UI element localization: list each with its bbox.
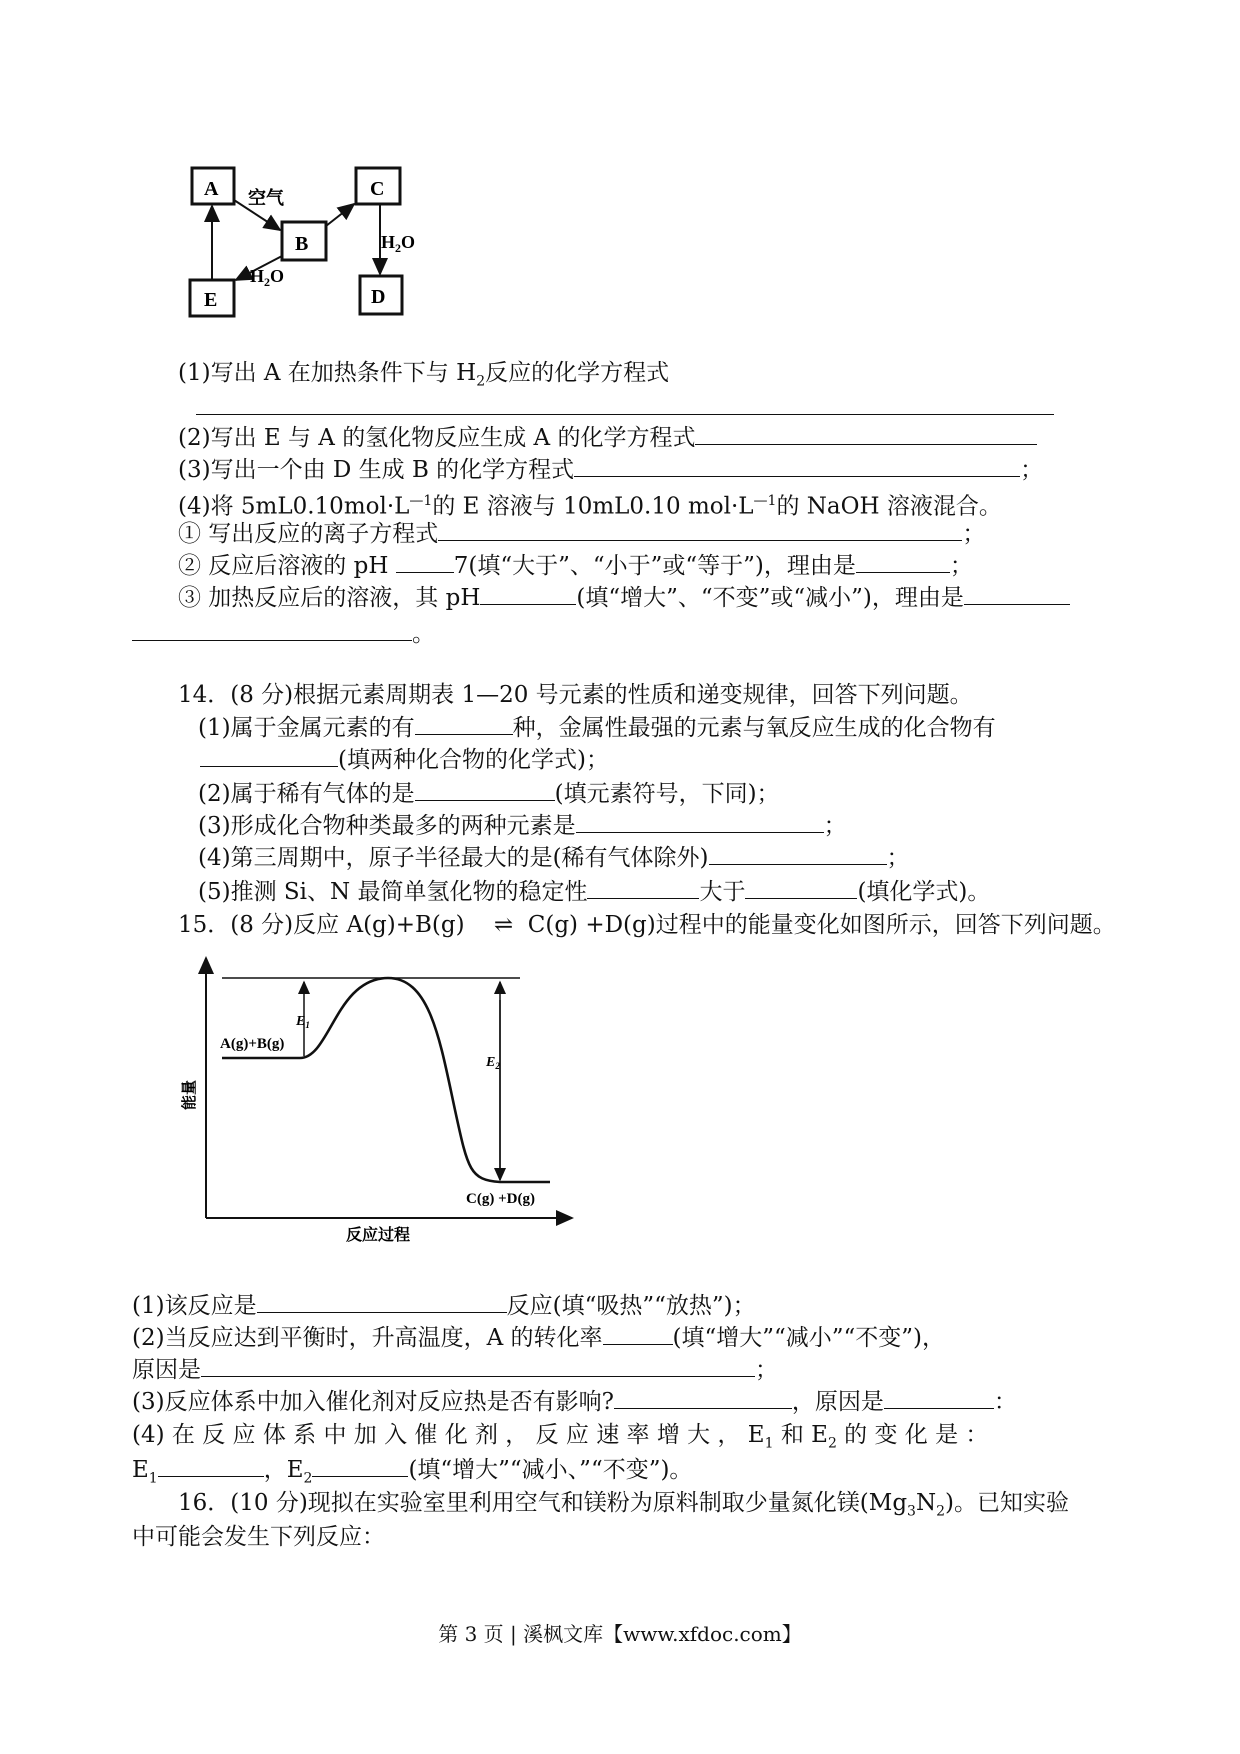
q15-part4: (4) 在 反 应 体 系 中 加 入 催 化 剂 ， 反 应 速 率 增 大 ， $E_1$ 和 $E_2$ 的 变 化 是 ：: [132, 1422, 989, 1452]
q14-part1: (1)属于金属元素的有 种，金属性最强的元素与氧反应生成的化合物有: [198, 712, 996, 743]
reactants-label: A(g)+B(g): [220, 1036, 285, 1052]
q15-e1-change-blank[interactable]: [158, 1454, 264, 1477]
q16-line1: 16．(10 分)现拟在实验室里利用空气和镁粉为原料制取少量氮化镁$(Mg_3N_2)$。已知实验: [178, 1490, 1069, 1520]
y-axis-label: 能量: [182, 1079, 198, 1110]
q13-part4-sub2: ② 反应后溶液的 pH 7(填“大于”、“小于”或“等于”)，理由是 ；: [178, 550, 973, 581]
q15-reason-blank[interactable]: [201, 1354, 755, 1377]
q13-part2-blank[interactable]: [695, 422, 1037, 445]
q14-part5: (5)推测 Si、N 最简单氢化物的稳定性 大于 (填化学式)。: [198, 876, 990, 907]
q15-title: 15．(8 分)反应 A(g)+B(g) ⇌ C(g) +D(g)过程中的能量变化如图所示，回答下列问题。: [178, 912, 1116, 938]
q14-part3: (3)形成化合物种类最多的两种元素是 ；: [198, 810, 847, 841]
q13-part4-sub3: ③ 加热反应后的溶液，其 pH (填“增大”、“不变”或“减小”)，理由是: [178, 582, 1070, 613]
box-d-label: D: [371, 286, 386, 308]
equilibrium-arrow: ⇌: [493, 912, 514, 938]
q13-part1: (1)写出 A 在加热条件下与 $H_2$反应的化学方程式: [178, 360, 670, 390]
q15-reaction-type-blank[interactable]: [257, 1290, 507, 1313]
q13-part4-sub1: ① 写出反应的离子方程式 ；: [178, 518, 985, 549]
label-air: 空气: [248, 188, 284, 208]
q16-line2: 中可能会发生下列反应：: [132, 1524, 385, 1550]
q15-e2-change-blank[interactable]: [312, 1454, 408, 1477]
box-c-label: C: [370, 178, 385, 200]
q14-part4: (4)第三周期中，原子半径最大的是(稀有气体除外) ；: [198, 842, 910, 873]
box-a-label: A: [204, 178, 219, 200]
label-h2o-right: $H_2O$: [381, 232, 416, 255]
q15-catalyst-effect-blank[interactable]: [614, 1386, 792, 1409]
box-e-label: E: [204, 289, 218, 311]
page-footer: 第 3 页 | 溪枫文库【www.xfdoc.com】: [438, 1622, 802, 1646]
q14-title: 14．(8 分)根据元素周期表 1—20 号元素的性质和递变规律，回答下列问题。: [178, 682, 973, 708]
q14-part1-cont: (填两种化合物的化学式)；: [200, 744, 609, 775]
q13-part2: (2)写出 E 与 A 的氢化物反应生成 A 的化学方程式: [178, 422, 1037, 453]
q15-part4-cont: $E_1$ ，$E_2$ (填“增大”“减小、”“不变”)。: [132, 1454, 692, 1494]
q13-heat-reason-blank[interactable]: [964, 582, 1070, 605]
q15-part1: (1)该反应是 反应(填“吸热”“放热”)；: [132, 1290, 756, 1321]
q15-part3: (3)反应体系中加入催化剂对反应热是否有影响? ，原因是 ：: [132, 1386, 1017, 1417]
q14-stability-blank-2[interactable]: [745, 876, 857, 899]
products-label: C(g) +D(g): [466, 1191, 535, 1207]
box-b-label: B: [295, 233, 309, 255]
q14-radius-blank[interactable]: [709, 842, 887, 865]
q13-part4: (4)将 $5mL0.10mol\cdot L^{—1}$的 E 溶液与 10mL0.10 $mol\cdot L^{—1}$的 NaOH 溶液混合。: [178, 493, 1002, 520]
q15-part2-reason: 原因是 ；: [132, 1354, 778, 1385]
q13-part3-blank[interactable]: [574, 454, 1020, 477]
e2-label: $E_2$: [486, 1055, 500, 1071]
q15-conversion-blank[interactable]: [603, 1322, 673, 1345]
energy-diagram: [0, 0, 620, 1260]
q13-ph-reason-blank[interactable]: [856, 550, 950, 573]
e1-label: $E_1$: [296, 1014, 310, 1030]
label-h2o-left: $H_2O$: [250, 266, 285, 289]
q13-part4-sub3-cont: 。: [132, 618, 435, 649]
q13-part3: (3)写出一个由 D 生成 B 的化学方程式 ；: [178, 454, 1043, 485]
q15-part2: (2)当反应达到平衡时，升高温度，A 的转化率 (填“增大”“减小”“不变”)，: [132, 1322, 945, 1353]
energy-curve: [222, 978, 550, 1182]
q15-catalyst-reason-blank[interactable]: [884, 1386, 994, 1409]
q14-part2: (2)属于稀有气体的是 (填元素符号，下同)；: [198, 778, 780, 809]
x-axis-label: 反应过程: [346, 1227, 411, 1244]
